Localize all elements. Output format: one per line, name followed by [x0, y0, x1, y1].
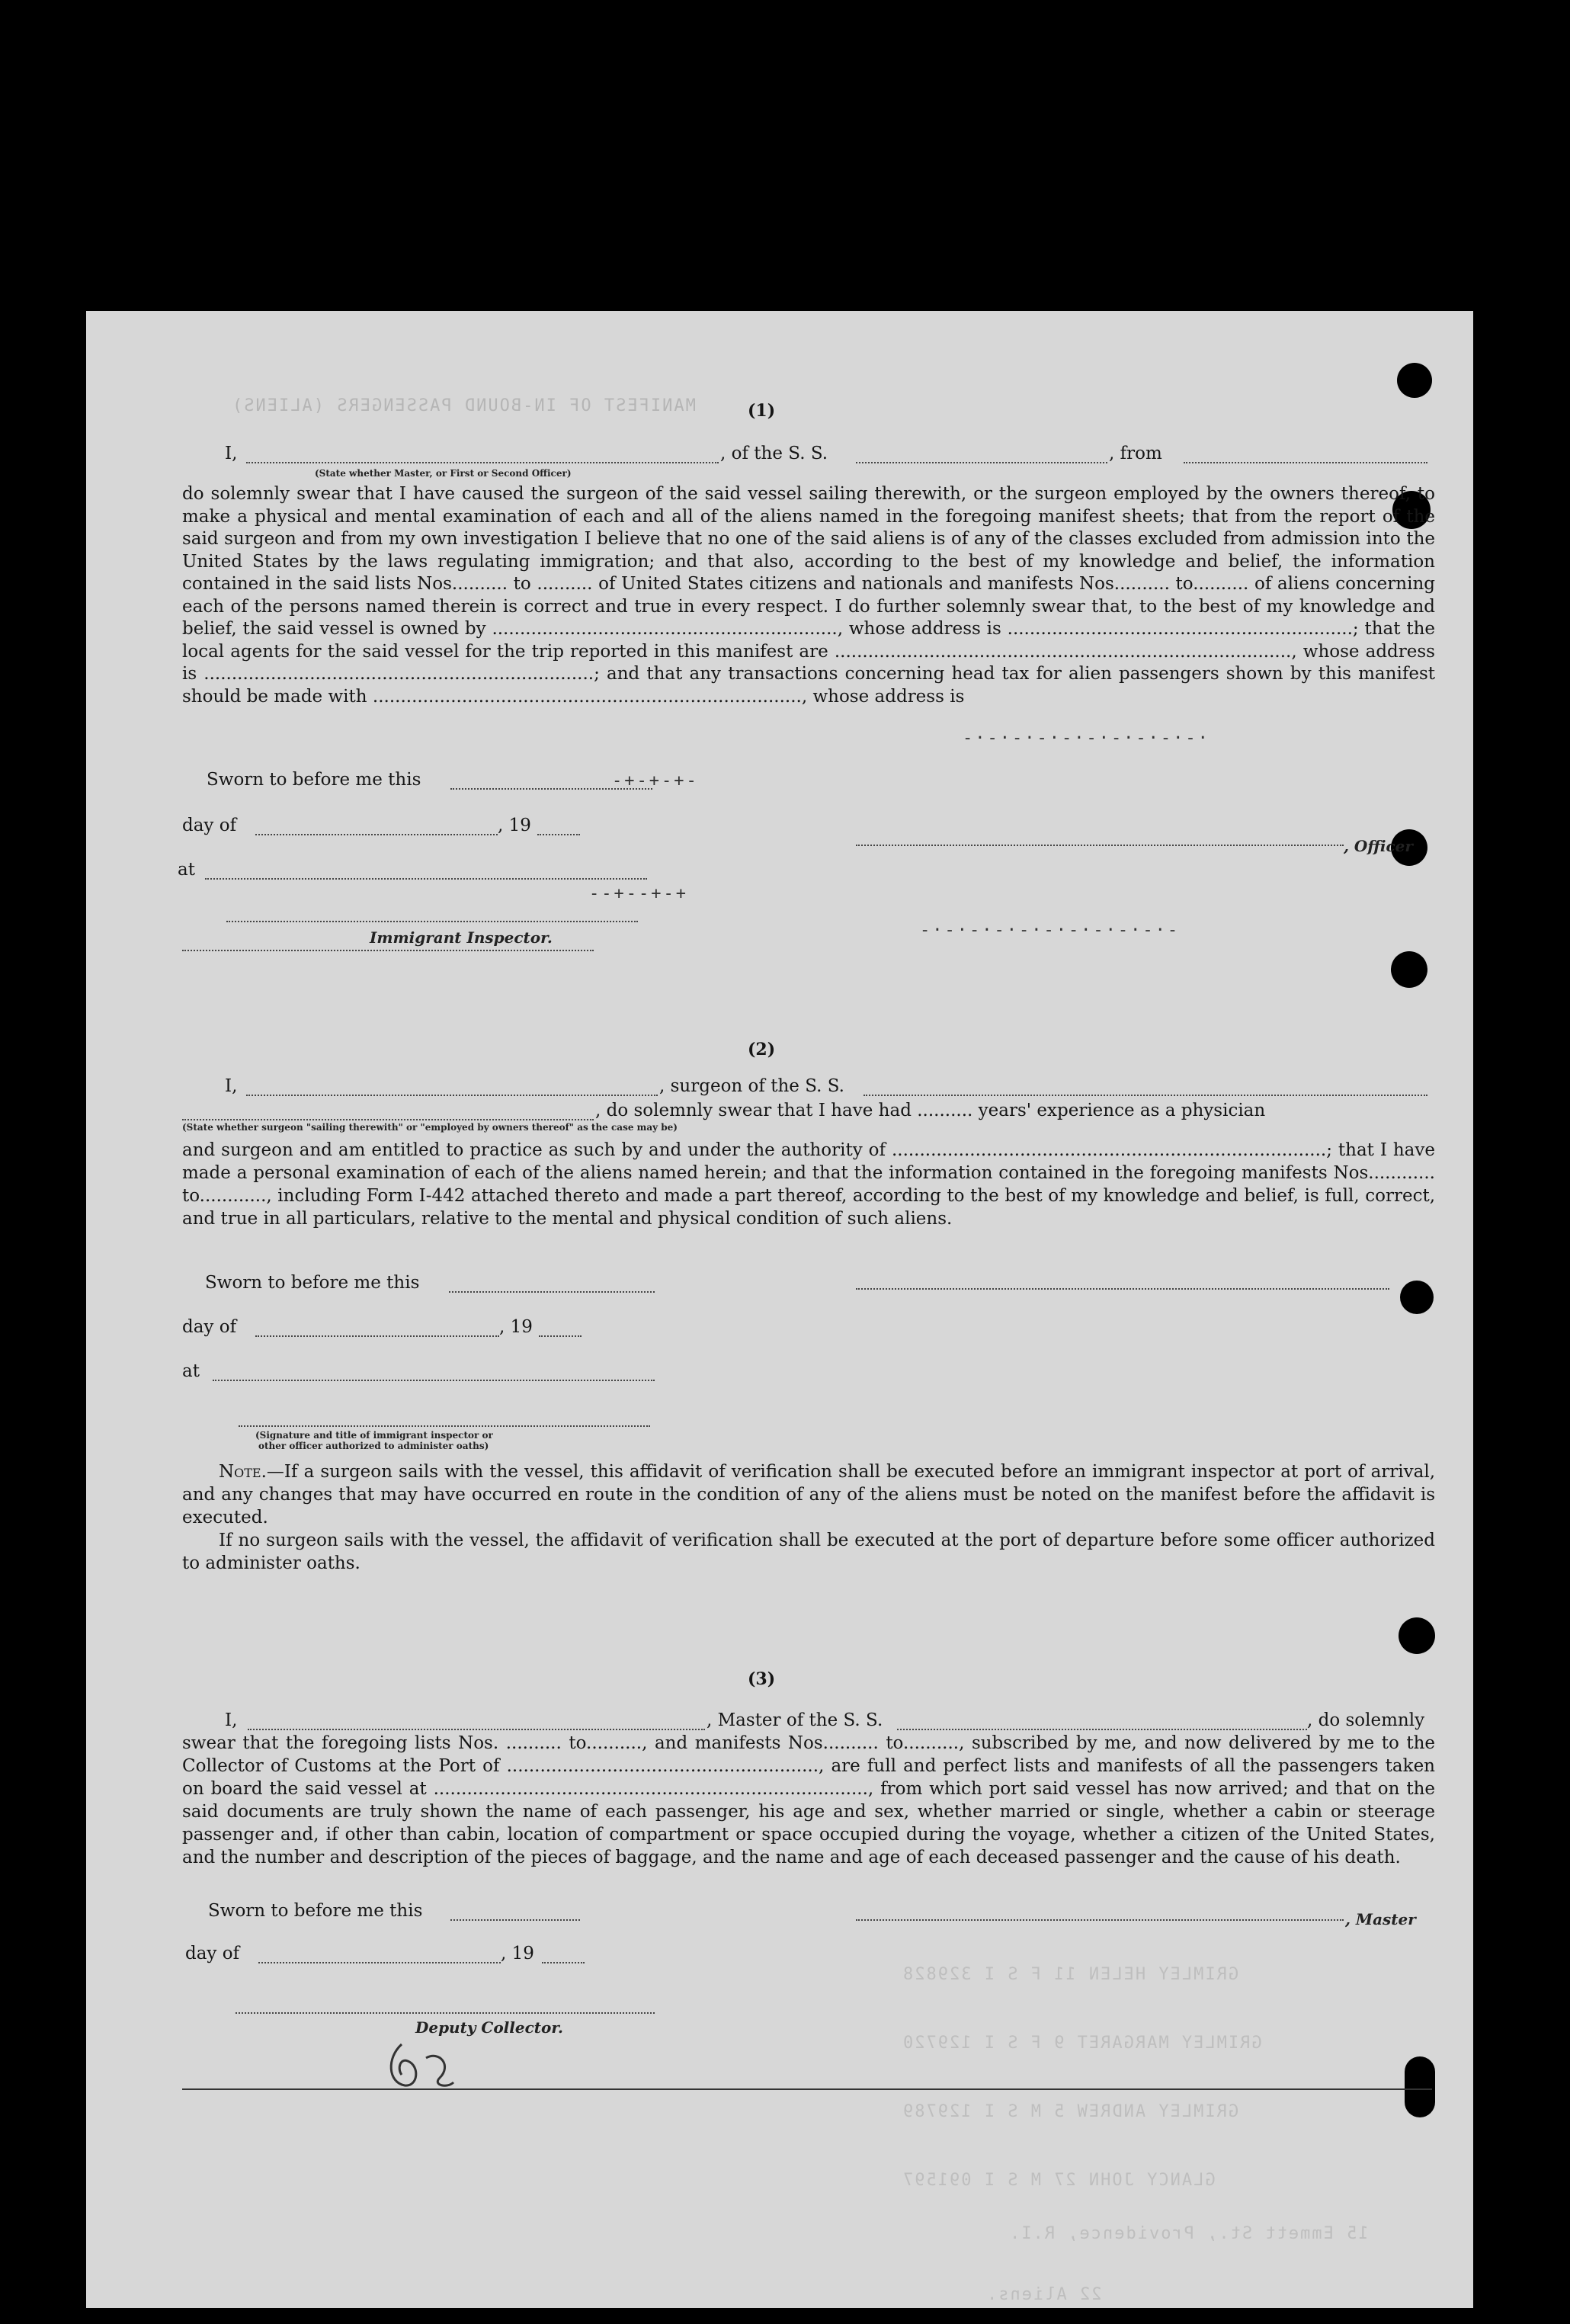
- punch-hole: [1405, 2056, 1435, 2117]
- section-2-year: , 19: [499, 1317, 533, 1337]
- section-1-officer: , Officer: [1344, 837, 1413, 855]
- officer-signature-line[interactable]: [856, 845, 1344, 846]
- punch-hole: [1397, 363, 1432, 398]
- master-name-field[interactable]: [248, 1729, 705, 1730]
- cancel-marks: -·-·-·-·-·-·-·-·-·-·-: [920, 921, 1181, 940]
- section-1-sworn: Sworn to before me this: [207, 770, 421, 790]
- vessel-name-field[interactable]: [856, 462, 1107, 463]
- section-2-at: at: [182, 1361, 200, 1381]
- section-1-oath-text: do solemnly swear that I have caused the surgeon of the said vessel sailing therewith, or the surgeon employed by the owners thereof, to make a physical and mental examination of each and all of the aliens named in the foregoing manifest sheets; that from the report of the said surgeon and from my own investigation I believe that no one of the said aliens is of any of the classes excluded from admission into the United States by the laws regulating immigration; and that also, according to the best of my knowledge and belief, the information contained in the said lists Nos.......... to .......... of United States citizens and nationals and manifests Nos.......... to.......... of aliens concerning each of the persons named therein is correct and true in every respect. I do further solemnly swear that, to the best of my knowledge and belief, the said vessel is owned by .............................................................., whose address is ..............................................................; that the local agents for the said vessel for the trip reported in this manifest are .................................................................................., whose address is ......................................................................; and that any transactions concerning head tax for alien passengers shown by this manifest should be made with ............................................................................., whose address is: [182, 484, 1435, 707]
- section-2-sig-caption: (Signature and title of immigrant inspector or: [255, 1430, 493, 1441]
- handwritten-mark: [379, 2035, 470, 2104]
- punch-hole: [1391, 951, 1427, 988]
- surgeon-name-field[interactable]: [246, 1095, 658, 1096]
- section-2-sworn: Sworn to before me this: [205, 1273, 420, 1293]
- master-name-field[interactable]: [246, 462, 719, 463]
- day-of-field[interactable]: [255, 1335, 499, 1337]
- section-2-sig-caption: other officer authorized to administer oaths): [258, 1441, 489, 1451]
- cancel-marks: --+--+-+: [589, 884, 688, 903]
- punch-hole: [1399, 1617, 1435, 1654]
- inspector-signature-line[interactable]: [226, 921, 638, 922]
- section-3-day-of: day of: [185, 1944, 240, 1963]
- section-3-oath-text: swear that the foregoing lists Nos. .......... to.........., and manifests Nos.......... to.........., subscribed by me, and now delivered by me to the Collector of Customs at the Port of ........................................................, are full and perfect lists and manifests of all the passengers taken on board the said vessel at .............................................................................., from which port said vessel has now arrived; and that on the said documents are truly shown the name of each passenger, his age and sex, whether married or single, whether a cabin or steerage passenger and, if other than cabin, location of compartment or space occupied during the voyage, whether a citizen of the United States, and the number and description of the pieces of baggage, and the name and age of each deceased passenger and the cause of his death.: [182, 1733, 1435, 1867]
- show-through-row: 22 Aliens.: [985, 2285, 1102, 2304]
- surgeon-type-field[interactable]: [182, 1119, 594, 1120]
- officer-signature-line[interactable]: [239, 1425, 650, 1427]
- section-2-note-2: If no surgeon sails with the vessel, the affidavit of verification shall be executed at the port of departure before some officer authorized to administer oaths.: [182, 1531, 1435, 1573]
- cancel-marks: -·-·-·-·-·-·-·-·-·-·: [963, 729, 1210, 748]
- section-2-line2: , do solemnly swear that I have had .......... years' experience as a physician: [595, 1101, 1266, 1120]
- blank-line: [182, 950, 594, 951]
- section-3-number: (3): [748, 1669, 776, 1689]
- section-3-sworn: Sworn to before me this: [208, 1901, 423, 1921]
- cancel-marks: -+-+-+-: [612, 771, 699, 790]
- note-label: Note.: [219, 1462, 267, 1482]
- note-text: —If a surgeon sails with the vessel, this affidavit of verification shall be executed before an immigrant inspector at port of arrival, and any changes that may have occurred en route in the condition of any of the aliens must be noted on the manifest before the affidavit is executed.: [182, 1462, 1435, 1527]
- surgeon-signature-line[interactable]: [856, 1288, 1389, 1290]
- section-1-day-of: day of: [182, 816, 237, 835]
- section-1-i: I,: [225, 444, 238, 463]
- show-through-row: GRIMLEY ANDREW 5 M S I 129789: [902, 2102, 1239, 2121]
- day-of-field[interactable]: [255, 834, 498, 835]
- section-3-solemnly: , do solemnly: [1307, 1710, 1425, 1730]
- year-field[interactable]: [542, 1962, 585, 1963]
- section-2-number: (2): [748, 1040, 776, 1059]
- section-1-year: , 19: [498, 816, 531, 835]
- section-1-inspector: Immigrant Inspector.: [370, 928, 553, 947]
- surgeon-vessel-field[interactable]: [864, 1095, 1427, 1096]
- at-field[interactable]: [213, 1380, 655, 1381]
- section-2-surgeon-of: , surgeon of the S. S.: [659, 1076, 844, 1096]
- master-signature-line[interactable]: [856, 1919, 1344, 1921]
- section-3-master: , Master: [1345, 1910, 1416, 1928]
- section-1-number: (1): [748, 401, 776, 421]
- section-2-day-of: day of: [182, 1317, 237, 1337]
- year-field[interactable]: [537, 834, 580, 835]
- departure-port-field[interactable]: [1184, 462, 1427, 463]
- section-3-i: I,: [225, 1710, 238, 1730]
- section-3-collector: Deputy Collector.: [415, 2018, 564, 2037]
- section-3-master-of: , Master of the S. S.: [706, 1710, 883, 1730]
- section-1-caption: (State whether Master, or First or Second Officer): [315, 468, 572, 479]
- section-2-oath-text: and surgeon and am entitled to practice as such by and under the authority of ..............................................................................; that I have made a personal examination of each of the aliens named herein; and that the information contained in the foregoing manifests Nos............ to............, including Form I-442 attached thereto and made a part thereof, according to the best of my knowledge and belief, is full, correct, and true in all particulars, relative to the mental and physical condition of such aliens.: [182, 1140, 1435, 1229]
- at-field[interactable]: [205, 878, 647, 880]
- show-through-row: GRIMLEY HELEN 11 F S I 329828: [902, 1965, 1239, 1984]
- section-2-i: I,: [225, 1076, 238, 1096]
- section-1-of-ss: , of the S. S.: [720, 444, 828, 463]
- day-of-field[interactable]: [258, 1962, 501, 1963]
- manifest-back-page: [86, 311, 1473, 2308]
- year-field[interactable]: [539, 1335, 582, 1337]
- show-through-row: GRIMLEY MARGARET 9 F S I 129720: [902, 2034, 1262, 2053]
- section-1-at: at: [178, 860, 195, 880]
- sworn-date-field[interactable]: [449, 1291, 655, 1293]
- section-2-caption: (State whether surgeon "sailing therewith" or "employed by owners thereof" as the case may be): [182, 1122, 678, 1133]
- show-through-row: GLANCY JOHN 27 M S I 091597: [902, 2171, 1216, 2190]
- section-1-from: , from: [1109, 444, 1162, 463]
- section-3-year: , 19: [501, 1944, 534, 1963]
- punch-hole: [1400, 1281, 1434, 1314]
- show-through-header: MANIFEST OF IN-BOUND PASSENGERS (ALIENS): [231, 396, 696, 415]
- show-through-row: 15 Emmett St., Providence, R.I.: [1008, 2224, 1369, 2243]
- collector-signature-line[interactable]: [236, 2012, 655, 2014]
- section-2-note: [182, 1460, 1435, 1529]
- vessel-name-field[interactable]: [897, 1729, 1307, 1730]
- sworn-date-field[interactable]: [450, 1919, 580, 1921]
- bottom-rule: [182, 2088, 1432, 2090]
